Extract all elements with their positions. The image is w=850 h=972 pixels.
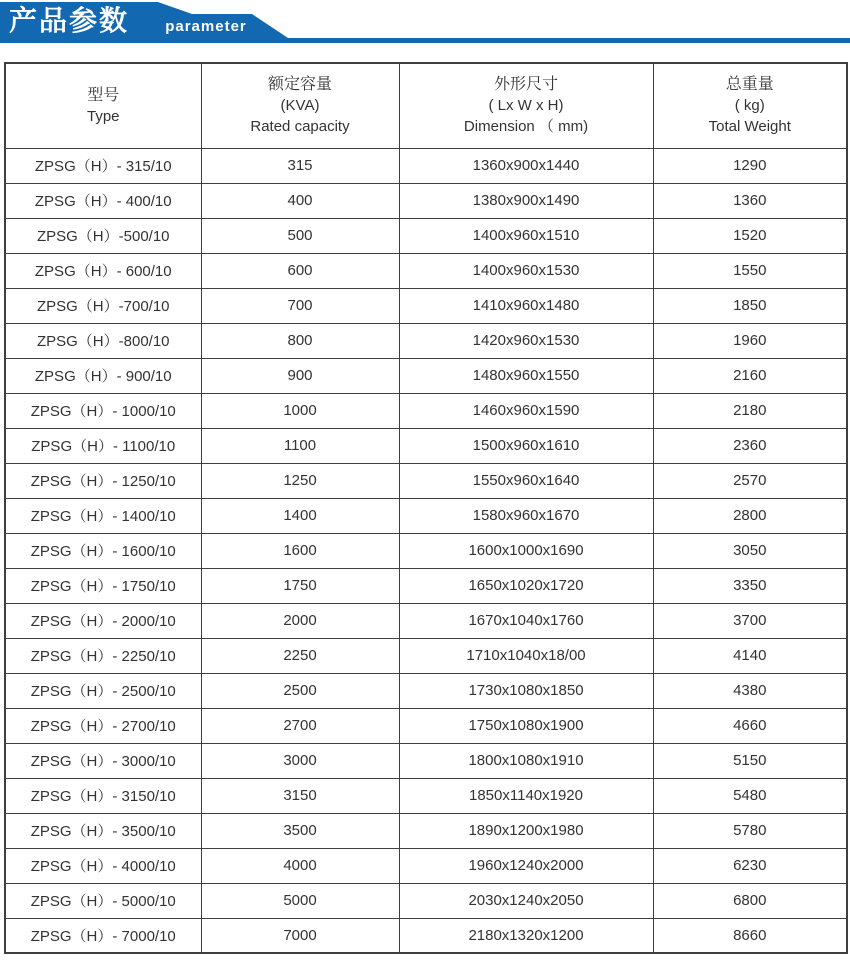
dimension-cell: 1710x1040x18/00 [399,638,653,673]
model-cell: ZPSG（H）- 400/10 [5,183,201,218]
table-header-row [5,63,847,148]
table-row [5,708,847,743]
capacity-cell: 700 [201,288,399,323]
dimension-cell: 1750x1080x1900 [399,708,653,743]
model-cell: ZPSG（H）- 2000/10 [5,603,201,638]
dimension-cell: 1400x960x1530 [399,253,653,288]
model-cell: ZPSG（H）-500/10 [5,218,201,253]
dimension-cell: 1460x960x1590 [399,393,653,428]
table-row [5,848,847,883]
capacity-cell: 1100 [201,428,399,463]
weight-cell: 8660 [653,918,847,953]
table-row [5,603,847,638]
weight-cell: 6230 [653,848,847,883]
capacity-cell: 1000 [201,393,399,428]
dimension-cell: 1420x960x1530 [399,323,653,358]
capacity-cell: 3500 [201,813,399,848]
capacity-cell: 3150 [201,778,399,813]
table-row [5,253,847,288]
capacity-cell: 1750 [201,568,399,603]
weight-cell: 1550 [653,253,847,288]
column-header-model [5,63,201,148]
model-cell: ZPSG（H）- 3500/10 [5,813,201,848]
table-row [5,638,847,673]
parameters-table-wrap [4,62,846,954]
capacity-cell: 1400 [201,498,399,533]
dimension-cell: 1650x1020x1720 [399,568,653,603]
dimension-cell: 1600x1000x1690 [399,533,653,568]
model-cell: ZPSG（H）- 2500/10 [5,673,201,708]
dimension-cell: 1360x900x1440 [399,148,653,183]
table-row [5,183,847,218]
column-header-weight [653,63,847,148]
model-cell: ZPSG（H）- 1250/10 [5,463,201,498]
dimension-cell: 2030x1240x2050 [399,883,653,918]
weight-cell: 3050 [653,533,847,568]
column-header-line: (KVA) [280,97,320,115]
dimension-cell: 1380x900x1490 [399,183,653,218]
model-cell: ZPSG（H）- 900/10 [5,358,201,393]
model-cell: ZPSG（H）-700/10 [5,288,201,323]
column-header-line: Type [86,107,120,125]
column-header-line: ( Lx W x H) [488,97,564,115]
banner-title-cn: 产品参数 [9,5,130,36]
weight-cell: 1960 [653,323,847,358]
section-banner [0,0,850,44]
model-cell: ZPSG（H）- 2250/10 [5,638,201,673]
capacity-cell: 400 [201,183,399,218]
table-row [5,498,847,533]
table-row [5,918,847,953]
table-row [5,358,847,393]
capacity-cell: 1250 [201,463,399,498]
table-row [5,568,847,603]
capacity-cell: 900 [201,358,399,393]
capacity-cell: 2700 [201,708,399,743]
capacity-cell: 2250 [201,638,399,673]
model-cell: ZPSG（H）- 1100/10 [5,428,201,463]
model-cell: ZPSG（H）- 315/10 [5,148,201,183]
column-header-dimension [399,63,653,148]
table-row [5,883,847,918]
weight-cell: 4140 [653,638,847,673]
table-row [5,533,847,568]
weight-cell: 5480 [653,778,847,813]
weight-cell: 2800 [653,498,847,533]
capacity-cell: 315 [201,148,399,183]
weight-cell: 1360 [653,183,847,218]
dimension-cell: 1960x1240x2000 [399,848,653,883]
table-row [5,148,847,183]
model-cell: ZPSG（H）- 1750/10 [5,568,201,603]
capacity-cell: 4000 [201,848,399,883]
dimension-cell: 1800x1080x1910 [399,743,653,778]
column-header-line: ( kg) [734,97,765,115]
weight-cell: 3350 [653,568,847,603]
weight-cell: 1850 [653,288,847,323]
dimension-cell: 1730x1080x1850 [399,673,653,708]
weight-cell: 1290 [653,148,847,183]
capacity-cell: 1600 [201,533,399,568]
weight-cell: 2160 [653,358,847,393]
capacity-cell: 3000 [201,743,399,778]
column-header-line: 外形尺寸 [493,76,558,94]
table-row [5,673,847,708]
model-cell: ZPSG（H）- 3000/10 [5,743,201,778]
model-cell: ZPSG（H）- 600/10 [5,253,201,288]
table-row [5,463,847,498]
table-row [5,428,847,463]
table-body [5,148,847,953]
table-header [5,63,847,148]
capacity-cell: 2000 [201,603,399,638]
table-row [5,323,847,358]
model-cell: ZPSG（H）- 2700/10 [5,708,201,743]
capacity-cell: 800 [201,323,399,358]
banner-title-en: parameter [165,18,247,35]
model-cell: ZPSG（H）- 1000/10 [5,393,201,428]
column-header-line: 型号 [87,86,120,104]
dimension-cell: 1580x960x1670 [399,498,653,533]
column-header-line: Dimension （ mm) [463,118,589,136]
column-header-line: Rated capacity [250,118,350,136]
weight-cell: 3700 [653,603,847,638]
dimension-cell: 2180x1320x1200 [399,918,653,953]
dimension-cell: 1400x960x1510 [399,218,653,253]
model-cell: ZPSG（H）- 7000/10 [5,918,201,953]
capacity-cell: 7000 [201,918,399,953]
weight-cell: 5780 [653,813,847,848]
table-row [5,813,847,848]
dimension-cell: 1500x960x1610 [399,428,653,463]
weight-cell: 2570 [653,463,847,498]
dimension-cell: 1480x960x1550 [399,358,653,393]
table-row [5,218,847,253]
table-row [5,743,847,778]
table-row [5,393,847,428]
dimension-cell: 1410x960x1480 [399,288,653,323]
model-cell: ZPSG（H）- 4000/10 [5,848,201,883]
model-cell: ZPSG（H）- 5000/10 [5,883,201,918]
model-cell: ZPSG（H）- 3150/10 [5,778,201,813]
model-cell: ZPSG（H）- 1400/10 [5,498,201,533]
weight-cell: 5150 [653,743,847,778]
column-header-line: 额定容量 [267,76,332,94]
model-cell: ZPSG（H）-800/10 [5,323,201,358]
capacity-cell: 5000 [201,883,399,918]
dimension-cell: 1850x1140x1920 [399,778,653,813]
table-row [5,288,847,323]
capacity-cell: 600 [201,253,399,288]
capacity-cell: 2500 [201,673,399,708]
column-header-capacity [201,63,399,148]
parameters-table [4,62,848,954]
weight-cell: 2360 [653,428,847,463]
model-cell: ZPSG（H）- 1600/10 [5,533,201,568]
weight-cell: 6800 [653,883,847,918]
column-header-line: 总重量 [725,76,774,94]
dimension-cell: 1890x1200x1980 [399,813,653,848]
weight-cell: 4380 [653,673,847,708]
weight-cell: 4660 [653,708,847,743]
weight-cell: 2180 [653,393,847,428]
column-header-line: Total Weight [708,118,791,136]
dimension-cell: 1550x960x1640 [399,463,653,498]
capacity-cell: 500 [201,218,399,253]
weight-cell: 1520 [653,218,847,253]
table-row [5,778,847,813]
dimension-cell: 1670x1040x1760 [399,603,653,638]
